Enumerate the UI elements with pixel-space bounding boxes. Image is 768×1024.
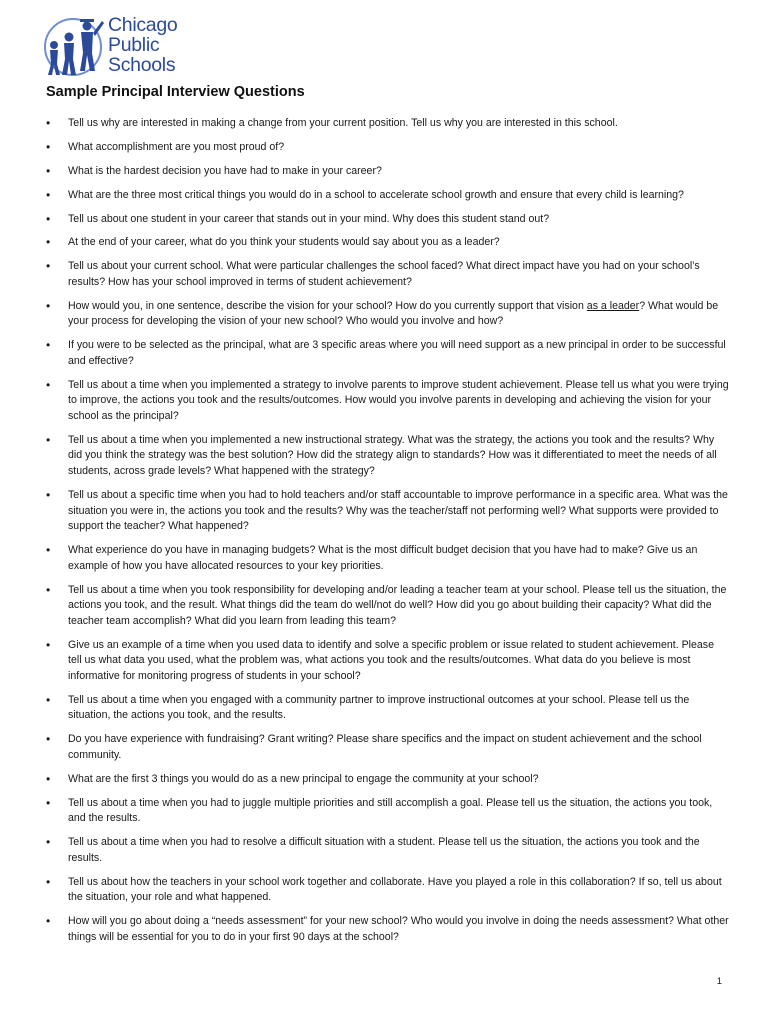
question-item: • What accomplishment are you most proud of? [46, 140, 730, 156]
question-item: • Give us an example of a time when you used data to identify and solve a specific problem or issue related to student achievement. Please tell us what data you used, what the problem was, what actions you took and the results/outcomes. What data do you believe is most informative for monitoring progress of students in your school? [46, 638, 730, 685]
question-item: • Tell us about one student in your career that stands out in your mind. Why does this student stand out? [46, 212, 730, 228]
question-item: • If you were to be selected as the principal, what are 3 specific areas where you will need support as a new principal in order to be successful and effective? [46, 338, 730, 369]
question-text: How would you, in one sentence, describe the vision for your school? How do you currently support that vision [68, 299, 587, 312]
question-item: • Tell us about a time when you took responsibility for developing and/or leading a teacher team at your school. Please tell us the situation, the actions you took, and the result. What things did the team do well/not do well? How did you go about building their capacity? What did the teacher team accomplish? What did you learn from leading this team? [46, 583, 730, 630]
question-item: • Tell us about a time when you implemented a new instructional strategy. What was the strategy, the actions you took and the results? Why did you think the strategy was the best solution? How did the strategy align to standards? How was it differentiated to meet the needs of all students, across grade levels? What happened with the strategy? [46, 433, 730, 480]
logo-line-1: Chicago [108, 14, 178, 36]
question-item: • Do you have experience with fundraising? Grant writing? Please share specifics and the impact on student achievement and the school community. [46, 732, 730, 763]
question-item: • Tell us about how the teachers in your school work together and collaborate. Have you played a role in this collaboration? If so, tell us about the situation, your role and what happened. [46, 875, 730, 906]
cps-logo [42, 9, 212, 81]
question-item: • Tell us about a time when you engaged with a community partner to improve instructional outcomes at your school. Please tell us the situation, the actions you took, and the results. [46, 693, 730, 724]
question-item: • What experience do you have in managing budgets? What is the most difficult budget decision that you have had to make? Give us an example of how you have allocated resources to your key priorities. [46, 543, 730, 574]
logo-wordmark [108, 15, 177, 75]
question-item [46, 299, 730, 330]
question-item: • What are the three most critical things you would do in a school to accelerate school growth and ensure that every child is learning? [46, 188, 730, 204]
question-item: • Tell us about a time when you had to juggle multiple priorities and still accomplish a goal. Please tell us the situation, the actions you took, and the results. [46, 796, 730, 827]
question-item: • Tell us about your current school. What were particular challenges the school faced? What direct impact have you had on your school’s results? How has your school improved in terms of student achievement? [46, 259, 730, 290]
question-item: • How will you go about doing a “needs assessment” for your new school? Who would you involve in doing the needs assessment? What other things will be essential for you to do in your first 90 days at the school? [46, 914, 730, 945]
page-number: 1 [716, 976, 722, 987]
question-text: ? What would be your process for developing the vision of your new school? Who would you involve and how? [68, 299, 719, 328]
question-item: • Tell us about a specific time when you had to hold teachers and/or staff accountable to improve performance in a specific area. What was the situation you were in, the actions you took and the results? Why was the teacher/staff not performing well? What supports were provided to support the teacher? What happened? [46, 488, 730, 535]
question-item: • Tell us about a time when you had to resolve a difficult situation with a student. Please tell us the situation, the actions you took and the results. [46, 835, 730, 866]
logo-line-3: Schools [108, 54, 176, 76]
question-item: • Tell us about a time when you implemented a strategy to involve parents to improve student achievement. Please tell us what you were trying to improve, the actions you took and the results/outcomes. How would you involve parents in developing and achieving the vision for your school as the principal? [46, 378, 730, 425]
question-item: • At the end of your career, what do you think your students would say about you as a leader? [46, 235, 730, 251]
logo-line-2: Public [108, 34, 160, 56]
question-item: • Tell us why are interested in making a change from your current position. Tell us why you are interested in this school. [46, 116, 730, 132]
question-item: • What is the hardest decision you have had to make in your career? [46, 164, 730, 180]
underlined-phrase: as a leader [586, 299, 640, 312]
question-item: • What are the first 3 things you would do as a new principal to engage the community at your school? [46, 772, 730, 788]
page-title: Sample Principal Interview Questions [46, 84, 305, 100]
question-list [46, 116, 730, 953]
logo-emblem-icon [42, 9, 108, 81]
